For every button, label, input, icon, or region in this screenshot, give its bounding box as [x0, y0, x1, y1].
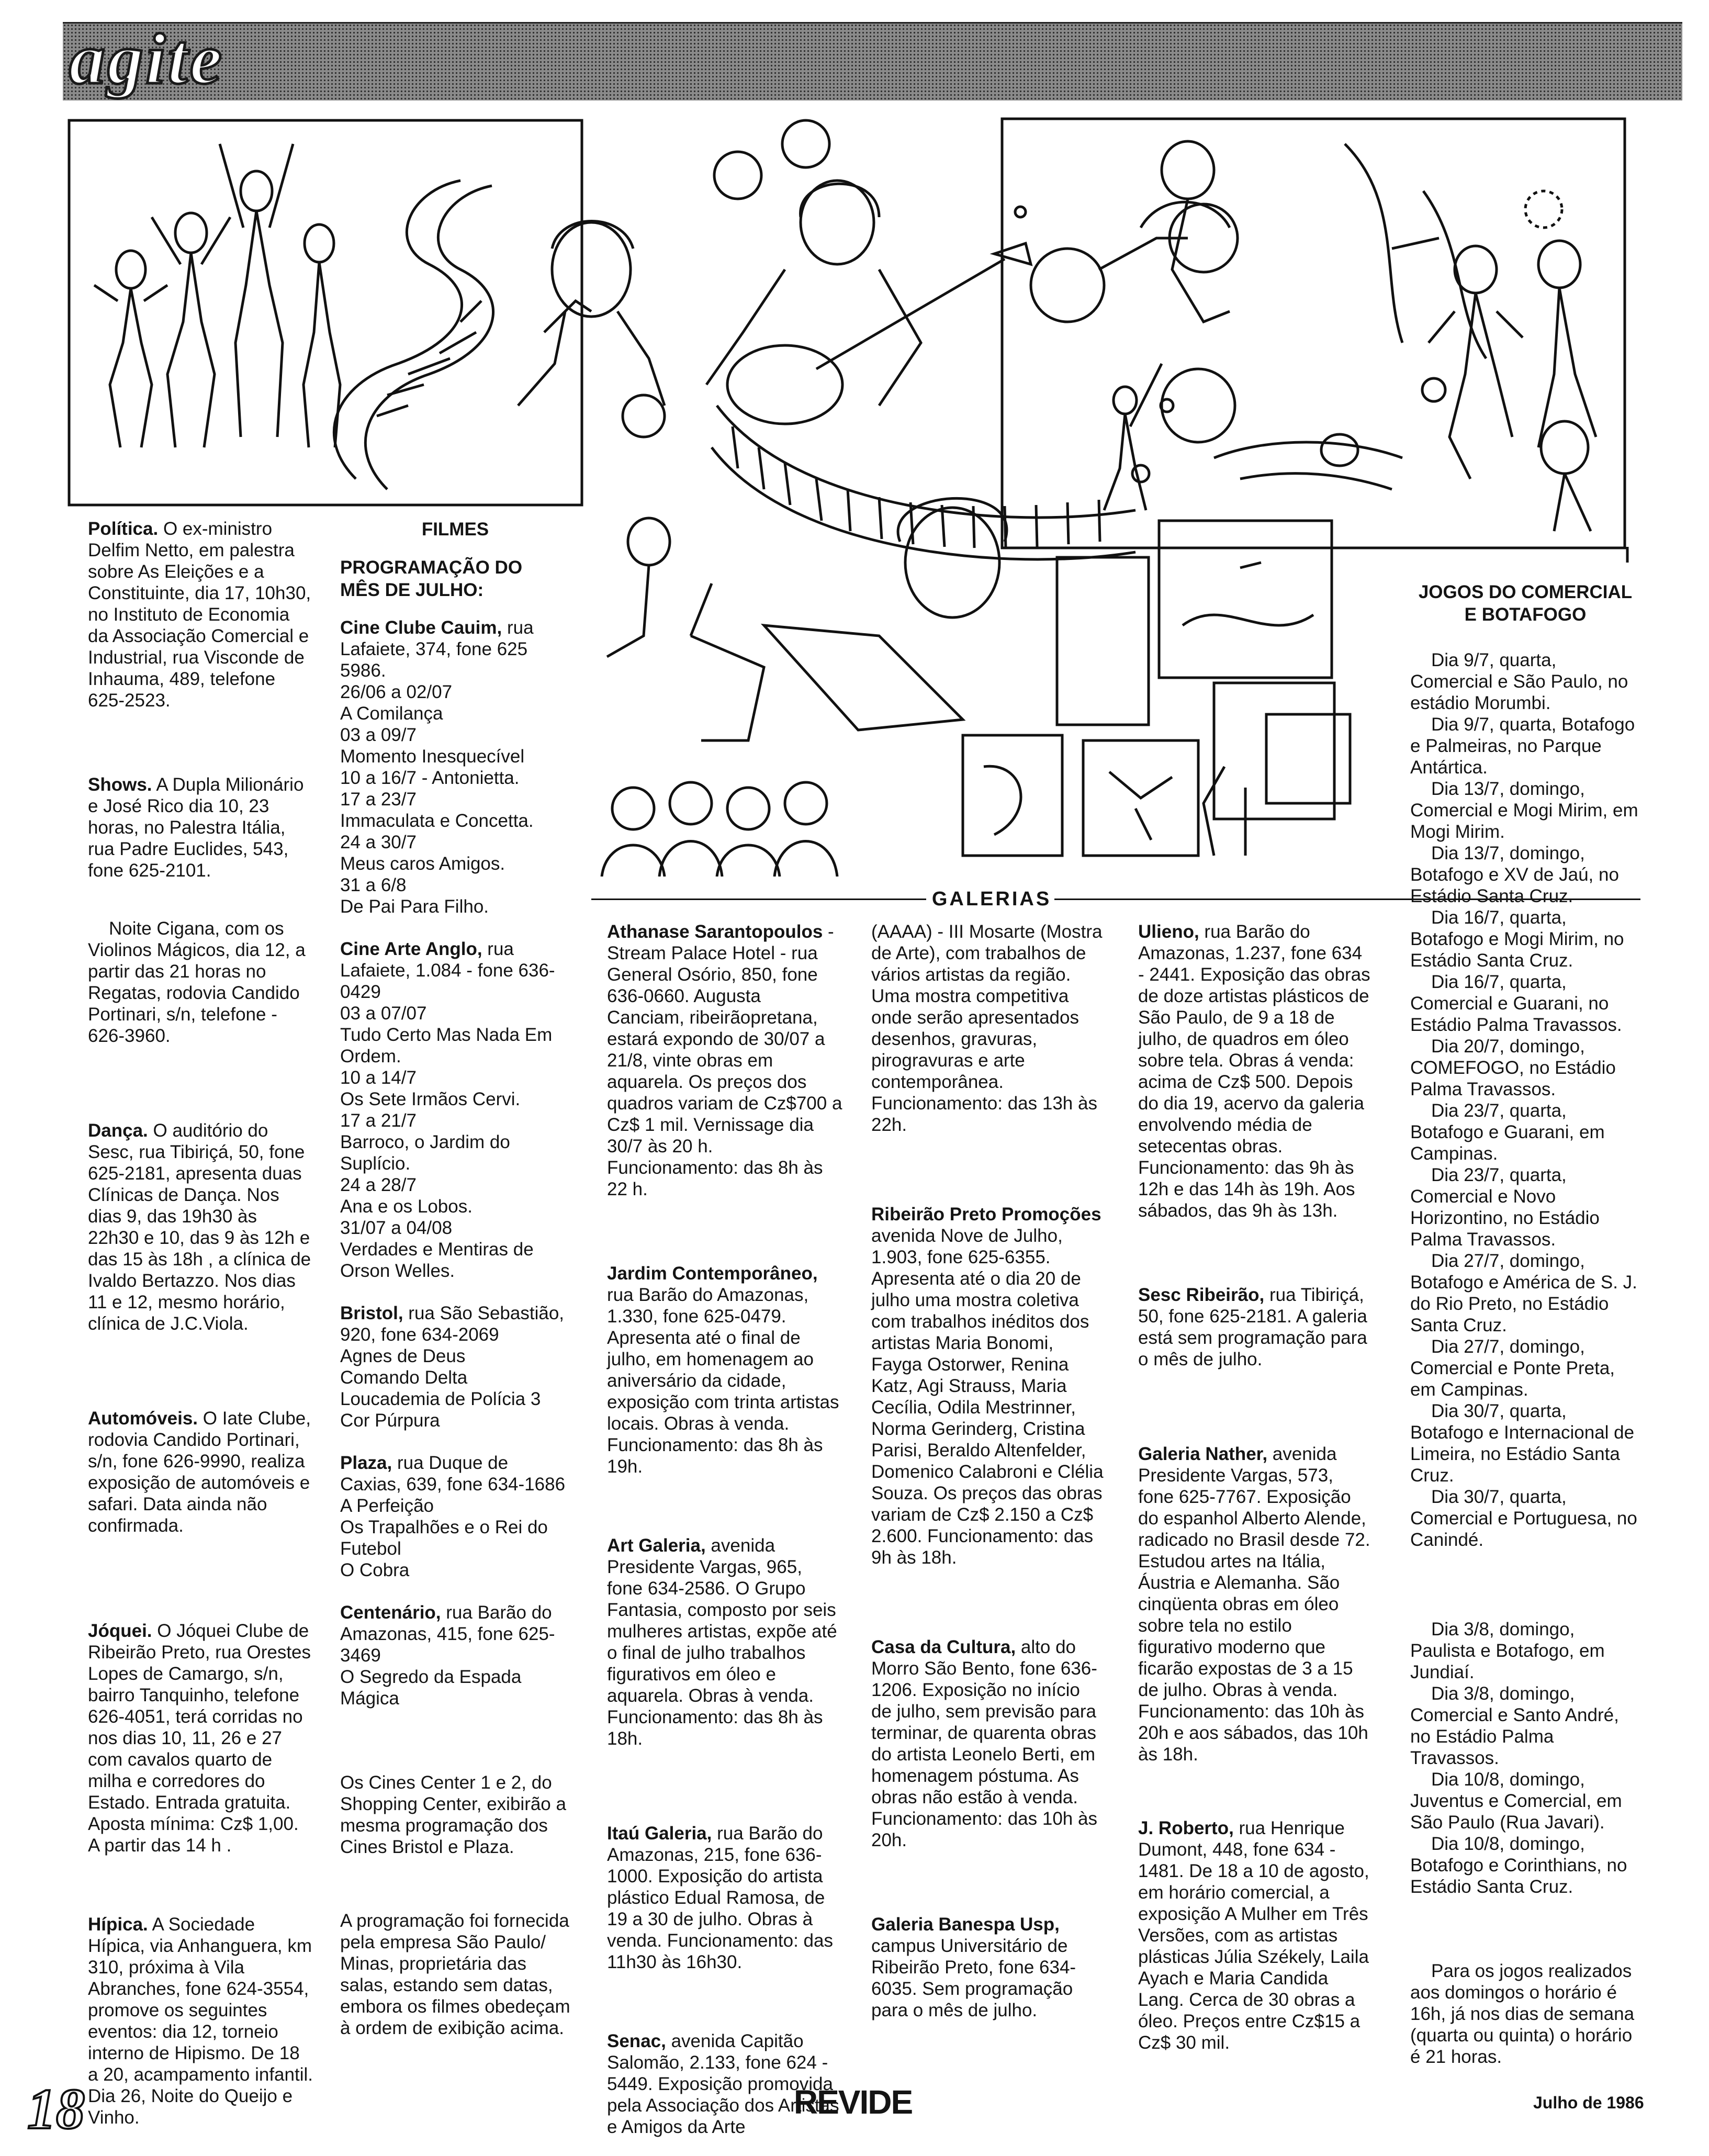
cinema-name: Cine Arte Anglo,: [340, 939, 482, 959]
games-column: [1410, 581, 1640, 2068]
event-keyword: Automóveis.: [88, 1408, 198, 1429]
cinema-listing: [340, 1602, 570, 1709]
page-number: 18: [27, 2077, 85, 2141]
gallery-listing: [607, 1263, 842, 1477]
event-text: O ex-ministro Delfim Netto, em palestra sobre As Eleições e a Constituinte, dia 17, 10h30, no Instituto de Economia da Associação Comercial e Industrial, rua Visconde de Inhauma, 489, telefone 625-2523.: [88, 519, 311, 711]
gallery-name: Galeria Banespa Usp,: [871, 1914, 1060, 1935]
event-automoveis: [88, 1408, 313, 1536]
gallery-listing: [1138, 1817, 1371, 2053]
gallery-details: rua Barão do Amazonas, 1.330, fone 625-0479. Apresenta até o final de julho, em homenagem ao aniversário da cidade, exposição com trinta artistas locais. Obras à venda. Funcionamento: das 8h às 19h.: [607, 1285, 839, 1477]
issue-date: Julho de 1986: [1533, 2093, 1644, 2112]
gallery-details: campus Universitário de Ribeirão Preto, fone 634-6035. Sem programação para o mês de julho.: [871, 1936, 1076, 2020]
gallery-listing: [871, 1914, 1104, 2021]
event-keyword: Dança.: [88, 1120, 148, 1141]
cinema-listing: [340, 1452, 570, 1581]
gallery-details: alto do Morro São Bento, fone 636-1206. Exposição no início de julho, sem previsão para terminar, de quarenta obras do artista Leonelo Berti, em homenagem póstuma. As obras não estão à venda. Funcionamento: das 10h às 20h.: [871, 1637, 1097, 1850]
section-logo: agite: [69, 19, 224, 99]
events-column: [88, 518, 313, 2128]
event-text: Noite Cigana, com os Violinos Mágicos, dia 12, a partir das 21 horas no Regatas, rodovia Candido Portinari, s/n, telefone - 626-3960.: [88, 918, 306, 1046]
event-hipica: [88, 1914, 313, 2128]
game-item: Dia 9/7, quarta, Comercial e São Paulo, no estádio Morumbi.: [1410, 650, 1628, 713]
event-politica: [88, 518, 313, 711]
event-shows: [88, 774, 313, 881]
event-text: A Dupla Milionário e José Rico dia 10, 23 horas, no Palestra Itália, rua Padre Euclides, 543, fone 625-2101.: [88, 774, 304, 881]
games-list: [1410, 649, 1640, 1551]
rule-line: [591, 899, 926, 900]
game-item: Dia 16/7, quarta, Botafogo e Mogi Mirim, no Estádio Santa Cruz.: [1410, 907, 1624, 971]
game-item: Dia 27/7, domingo, Comercial e Ponte Preta, em Campinas.: [1410, 1337, 1615, 1400]
singer-drawing: [518, 221, 665, 406]
game-item: Dia 3/8, domingo, Paulista e Botafogo, em Jundiaí.: [1410, 1619, 1605, 1682]
game-item: Dia 3/8, domingo, Comercial e Santo André, no Estádio Palma Travassos.: [1410, 1683, 1619, 1768]
cinema-note: [340, 1772, 570, 1858]
cinema-name: Cine Clube Cauim,: [340, 617, 502, 638]
gallery-name: Jardim Contemporâneo,: [607, 1263, 818, 1284]
gallery-name: Itaú Galeria,: [607, 1823, 712, 1844]
films-subtitle: PROGRAMAÇÃO DO MÊS DE JULHO:: [340, 557, 523, 600]
game-item: Dia 30/7, quarta, Comercial e Portuguesa, no Canindé.: [1410, 1487, 1637, 1550]
game-item: Dia 10/8, domingo, Juventus e Comercial, em São Paulo (Rua Javari).: [1410, 1769, 1622, 1833]
cinema-details: rua São Sebastião, 920, fone 634-2069 Agnes de Deus Comando Delta Loucademia de Polícia 3 Cor Púrpura: [340, 1303, 565, 1431]
gallery-details: avenida Presidente Vargas, 573, fone 625-7767. Exposição do espanhol Alberto Alende, radicado no Brasil desde 72. Estudou artes na Itália, Áustria e Alemanha. São cinqüenta obras em óleo sobre tela no estilo figurativo moderno que ficarão expostas de 3 a 15 de julho. Obras à venda. Funcionamento: das 10h às 20h e aos sábados, das 10h às 18h.: [1138, 1444, 1370, 1765]
soccer-players-drawing: [1422, 241, 1596, 531]
gallery-listing: [871, 921, 1104, 1136]
gallery-listing: [607, 1535, 842, 1749]
cinema-details: rua Lafaiete, 374, fone 625 5986. 26/06 a 02/07 A Comilança 03 a 09/7 Momento Inesquecível 10 a 16/7 - Antonietta. 17 a 23/7 Immaculata e Concetta. 24 a 30/7 Meus caros Amigos. 31 a 6/8 De Pai Para Filho.: [340, 617, 534, 917]
cinema-name: Plaza,: [340, 1453, 392, 1473]
gallery-name: Ribeirão Preto Promoções: [871, 1204, 1101, 1225]
games-title: JOGOS DO COMERCIAL E BOTAFOGO: [1418, 582, 1633, 625]
gallery-listing: [1138, 1284, 1371, 1370]
event-keyword: Hípica.: [88, 1914, 148, 1935]
event-noite-cigana: [88, 918, 313, 1047]
gymnast-drawing: [1345, 144, 1486, 358]
dancers-drawing: [94, 144, 340, 447]
cinema-name: Centenário,: [340, 1602, 441, 1623]
cinema-details: rua Duque de Caxias, 639, fone 634-1686 A Perfeição Os Trapalhões e o Rei do Futebol O Cobra: [340, 1453, 566, 1580]
programming-note: [340, 1910, 570, 2039]
gallery-name: Senac,: [607, 2031, 666, 2051]
films-column: [340, 518, 570, 2039]
swimmer-drawing: [1214, 434, 1402, 489]
motorcycle-drawing: [1031, 141, 1238, 442]
event-joquei: [88, 1620, 313, 1856]
game-item: Dia 13/7, domingo, Comercial e Mogi Mirim, em Mogi Mirim.: [1410, 779, 1638, 842]
cinema-name: Bristol,: [340, 1303, 403, 1323]
gallery-details: - Stream Palace Hotel - rua General Osório, 850, fone 636-0660. Augusta Canciam, ribeirãopretana, estará expondo de 30/07 a 21/8, vinte obras em aquarela. Os preços dos quadros variam de Cz$700 a Cz$ 1 mil. Vernissage dia 30/7 às 20 h. Funcionamento: das 8h às 22 h.: [607, 922, 842, 1199]
gallery-listing: [607, 921, 842, 1200]
game-item: Dia 23/7, quarta, Comercial e Novo Horizontino, no Estádio Palma Travassos.: [1410, 1165, 1600, 1250]
gallery-name: Casa da Cultura,: [871, 1637, 1016, 1657]
game-item: Dia 10/8, domingo, Botafogo e Corinthians, no Estádio Santa Cruz.: [1410, 1834, 1627, 1897]
reader-drawing: [764, 498, 1007, 730]
game-item: Dia 23/7, quarta, Botafogo e Guarani, em Campinas.: [1410, 1101, 1605, 1164]
gallery-listing: [1138, 1443, 1371, 1765]
cinema-listing: [340, 938, 570, 1282]
gallery-name: Athanase Sarantopoulos: [607, 922, 823, 942]
cinema-listing: [340, 1302, 570, 1431]
framed-paintings-drawing: [1057, 521, 1334, 819]
gallery-name: Art Galeria,: [607, 1535, 706, 1556]
cinema-details: rua Barão do Amazonas, 415, fone 625-3469 O Segredo da Espada Mágica: [340, 1602, 555, 1709]
gallery-details: (AAAA) - III Mosarte (Mostra de Arte), com trabalhos de vários artistas da região. Uma mostra competitiva onde serão apresentados desenhos, gravuras, pirogravuras e arte contemporânea. Funcionamento: das 13h às 22h.: [871, 922, 1103, 1135]
gallery-name: Ulieno,: [1138, 922, 1199, 942]
speaker-drawing: [607, 518, 764, 740]
event-text: A Sociedade Hípica, via Anhanguera, km 310, próxima à Vila Abranches, fone 624-3554, promove os seguintes eventos: dia 12, torneio interno de Hipismo. De 18 a 20, acampamento infantil. Dia 26, Noite do Queijo e Vinho.: [88, 1914, 313, 2128]
event-danca: [88, 1120, 313, 1334]
gallery-details: avenida Nove de Julho, 1.903, fone 625-6355. Apresenta até o dia 20 de julho uma mostra coletiva com trabalhos inéditos dos artistas Maria Bonomi, Fayga Ostorwer, Renina Katz, Agi Strauss, Maria Cecília, Odila Mestrinner, Norma Gerinderg, Cristina Parisi, Beraldo Altenfelder, Domenico Calabroni e Clélia Souza. Os preços das obras variam de Cz$ 2.150 a Cz$ 2.600. Funcionamento: das 9h às 18h.: [871, 1226, 1104, 1568]
event-text: O auditório do Sesc, rua Tibiriçá, 50, fone 625-2181, apresenta duas Clínicas de Dança. Nos dias 9, das 19h30 às 22h30 e 10, das 9 às 12h e das 15 às 18h , a clínica de Ivaldo Bertazzo. Nos dias 11 e 12, mesmo horário, clínica de J.C.Viola.: [88, 1120, 311, 1334]
game-item: Dia 9/7, quarta, Botafogo e Palmeiras, no Parque Antártica.: [1410, 714, 1635, 778]
gallery-details: rua Henrique Dumont, 448, fone 634 - 1481. De 18 a 10 de agosto, em horário comercial, a exposição A Mulher em Três Versões, com as artistas plásticas Júlia Székely, Laila Ayach e Maria Candida Lang. Cerca de 30 obras a óleo. Preços entre Cz$15 a Cz$ 30 mil.: [1138, 1818, 1369, 2053]
event-text: O Jóquei Clube de Ribeirão Preto, rua Orestes Lopes de Camargo, s/n, bairro Tanquinho, telefone 626-4051, terá corridas no nos dias 10, 11, 26 e 27 com cavalos quarto de milha e corredores do Estado. Entrada gratuita. Aposta mínima: Cz$ 1,00. A partir das 14 h .: [88, 1621, 311, 1856]
game-item: Dia 13/7, domingo, Botafogo e XV de Jaú, no Estádio Santa Cruz.: [1410, 843, 1619, 906]
tennis-player-drawing: [1104, 364, 1162, 510]
galleries-column-a: [607, 921, 842, 2138]
gallery-name: J. Roberto,: [1138, 1818, 1234, 1838]
gallery-listing: [607, 1823, 842, 1973]
staircase-drawing: [334, 181, 493, 489]
games-list-august: [1410, 1619, 1640, 1897]
game-item: Dia 27/7, domingo, Botafogo e América de S. J. do Rio Preto, no Estádio Santa Cruz.: [1410, 1251, 1637, 1335]
event-keyword: Política.: [88, 519, 159, 539]
gallery-details: rua Barão do Amazonas, 215, fone 636-1000. Exposição do artista plástico Edual Ramosa, de 19 a 30 de julho. Obras à venda. Funcionamento: das 11h30 às 16h30.: [607, 1823, 833, 1972]
galleries-column-c: [1138, 921, 1371, 2053]
event-keyword: Jóquei.: [88, 1621, 152, 1641]
game-item: Dia 16/7, quarta, Comercial e Guarani, no Estádio Palma Travassos.: [1410, 972, 1622, 1035]
event-text: O Iate Clube, rodovia Candido Portinari, s/n, fone 626-9990, realiza exposição de automóveis e safari. Data ainda não confirmada.: [88, 1408, 311, 1536]
piano-keys-drawing: [712, 406, 1135, 559]
gallery-listing: [1138, 921, 1371, 1221]
gallery-details: rua Barão do Amazonas, 1.237, fone 634 - 2441. Exposição das obras de doze artistas plásticos de São Paulo, de 9 a 18 de julho, de quadros em óleo sobre tela. Obras á venda: acima de Cz$ 500. Depois do dia 19, acervo da galeria envolvendo média de setecentas obras. Funcionamento: das 9h às 12h e das 14h às 19h. Aos sábados, das 9h às 13h.: [1138, 922, 1370, 1221]
game-item: Dia 30/7, quarta, Botafogo e Internacional de Limeira, no Estádio Santa Cruz.: [1410, 1401, 1635, 1486]
gallery-listing: [871, 1204, 1104, 1568]
cinema-listing: [340, 617, 570, 917]
guitarist-drawing: [706, 181, 1031, 424]
cinema-details: A programação foi fornecida pela empresa São Paulo/ Minas, proprietária das salas, estando sem datas, embora os filmes obedeçam à ordem de exibição acima.: [340, 1911, 570, 2038]
gallery-details: avenida Presidente Vargas, 965, fone 634-2586. O Grupo Fantasia, composto por seis mulheres artistas, expõe até o final de julho trabalhos figurativos em óleo e aquarela. Obras à venda. Funcionamento: das 8h às 18h.: [607, 1535, 837, 1749]
galleries-column-b: [871, 921, 1104, 2021]
galerias-title: GALERIAS: [931, 888, 1052, 910]
games-schedule-note: Para os jogos realizados aos domingos o horário é 16h, já nos dias de semana (quarta ou quinta) o horário é 21 horas.: [1410, 1961, 1635, 2067]
game-item: Dia 20/7, domingo, COMEFOGO, no Estádio Palma Travassos.: [1410, 1036, 1616, 1099]
gallery-name: Galeria Nather,: [1138, 1444, 1268, 1464]
gallery-listing: [871, 1636, 1104, 1851]
magazine-logo: REVIDE: [793, 2083, 913, 2121]
section-header-band: [63, 19, 1682, 100]
cinema-details: Os Cines Center 1 e 2, do Shopping Center, exibirão a mesma programação dos Cines Bristol e Plaza.: [340, 1772, 566, 1857]
audience-drawing: [602, 782, 837, 877]
gallery-name: Sesc Ribeirão,: [1138, 1285, 1265, 1305]
gallery-details: avenida Capitão Salomão, 2.133, fone 624 - 5449. Exposição promovida pela Associação dos Artistas e Amigos da Arte: [607, 2031, 839, 2137]
event-keyword: Shows.: [88, 774, 152, 795]
gallery-details: rua Tibiriçá, 50, fone 625-2181. A galeria está sem programação para o mês de julho.: [1138, 1285, 1367, 1369]
cinema-details: rua Lafaiete, 1.084 - fone 636-0429 03 a 07/07 Tudo Certo Mas Nada Em Ordem. 10 a 14/7 Os Sete Irmãos Cervi. 17 a 21/7 Barroco, o Jardim do Suplício. 24 a 28/7 Ana e os Lobos. 31/07 a 04/08 Verdades e Mentiras de Orson Welles.: [340, 939, 555, 1281]
films-title: FILMES: [421, 519, 489, 540]
